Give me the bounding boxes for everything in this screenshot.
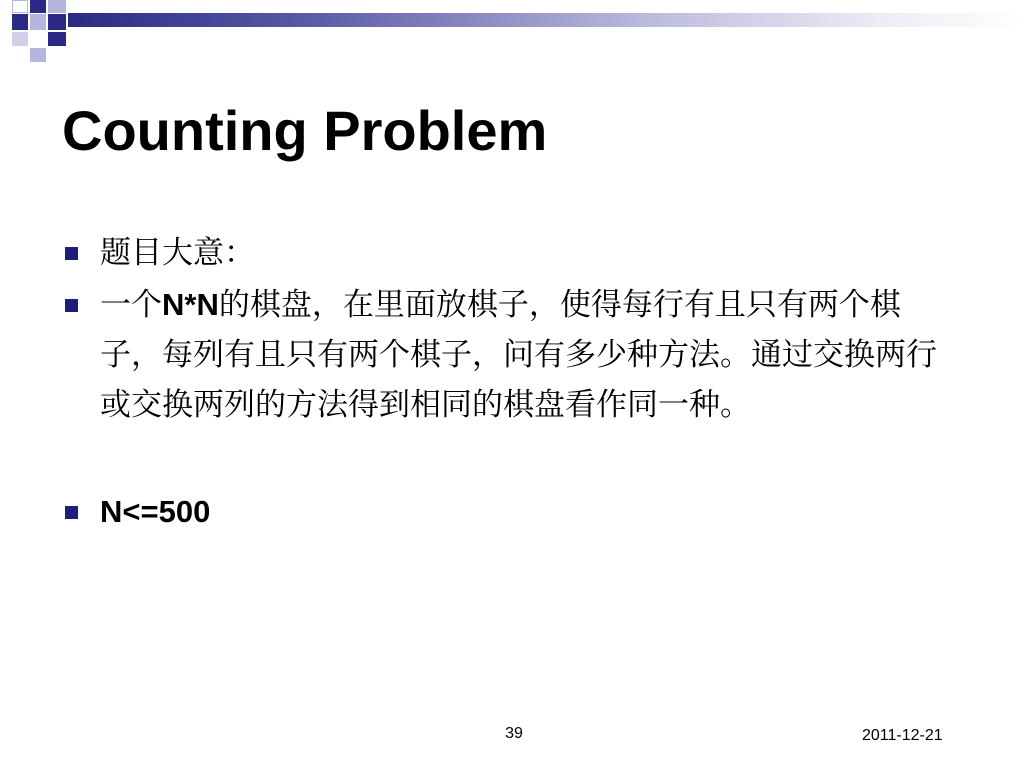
decorative-square — [30, 0, 46, 13]
square-bullet-icon — [65, 506, 78, 519]
decorative-square — [30, 48, 46, 62]
bullet-item — [62, 228, 962, 278]
decorative-square — [30, 14, 46, 30]
slide-title: Counting Problem — [62, 99, 548, 162]
bullet-text-rest: 的棋盘，在里面放棋子，使得每行有且只有两个棋子，每列有且只有两个棋子，问有多少种方法。通过交换两行或交换两列的方法得到相同的棋盘看作同一种。 — [100, 287, 937, 423]
bullet-text-bold: N*N — [162, 287, 219, 322]
bullet-text — [100, 280, 945, 430]
bullet-list — [62, 228, 962, 537]
page-number: 39 — [505, 725, 523, 742]
decorative-square — [12, 0, 28, 13]
bullet-text: 题目大意： — [100, 235, 255, 271]
bullet-item — [62, 487, 962, 537]
decorative-square — [12, 14, 28, 30]
decorative-square — [48, 0, 66, 13]
bullet-text: N<=500 — [100, 494, 211, 529]
header-gradient-bar — [68, 13, 1024, 27]
bullet-item — [62, 280, 962, 430]
decorative-square — [12, 32, 28, 46]
decorative-square — [48, 32, 66, 46]
square-bullet-icon — [65, 247, 78, 260]
square-bullet-icon — [65, 299, 78, 312]
slide-date: 2011-12-21 — [862, 727, 943, 744]
bullet-text-prefix: 一个 — [100, 287, 162, 323]
decorative-square — [48, 14, 66, 30]
